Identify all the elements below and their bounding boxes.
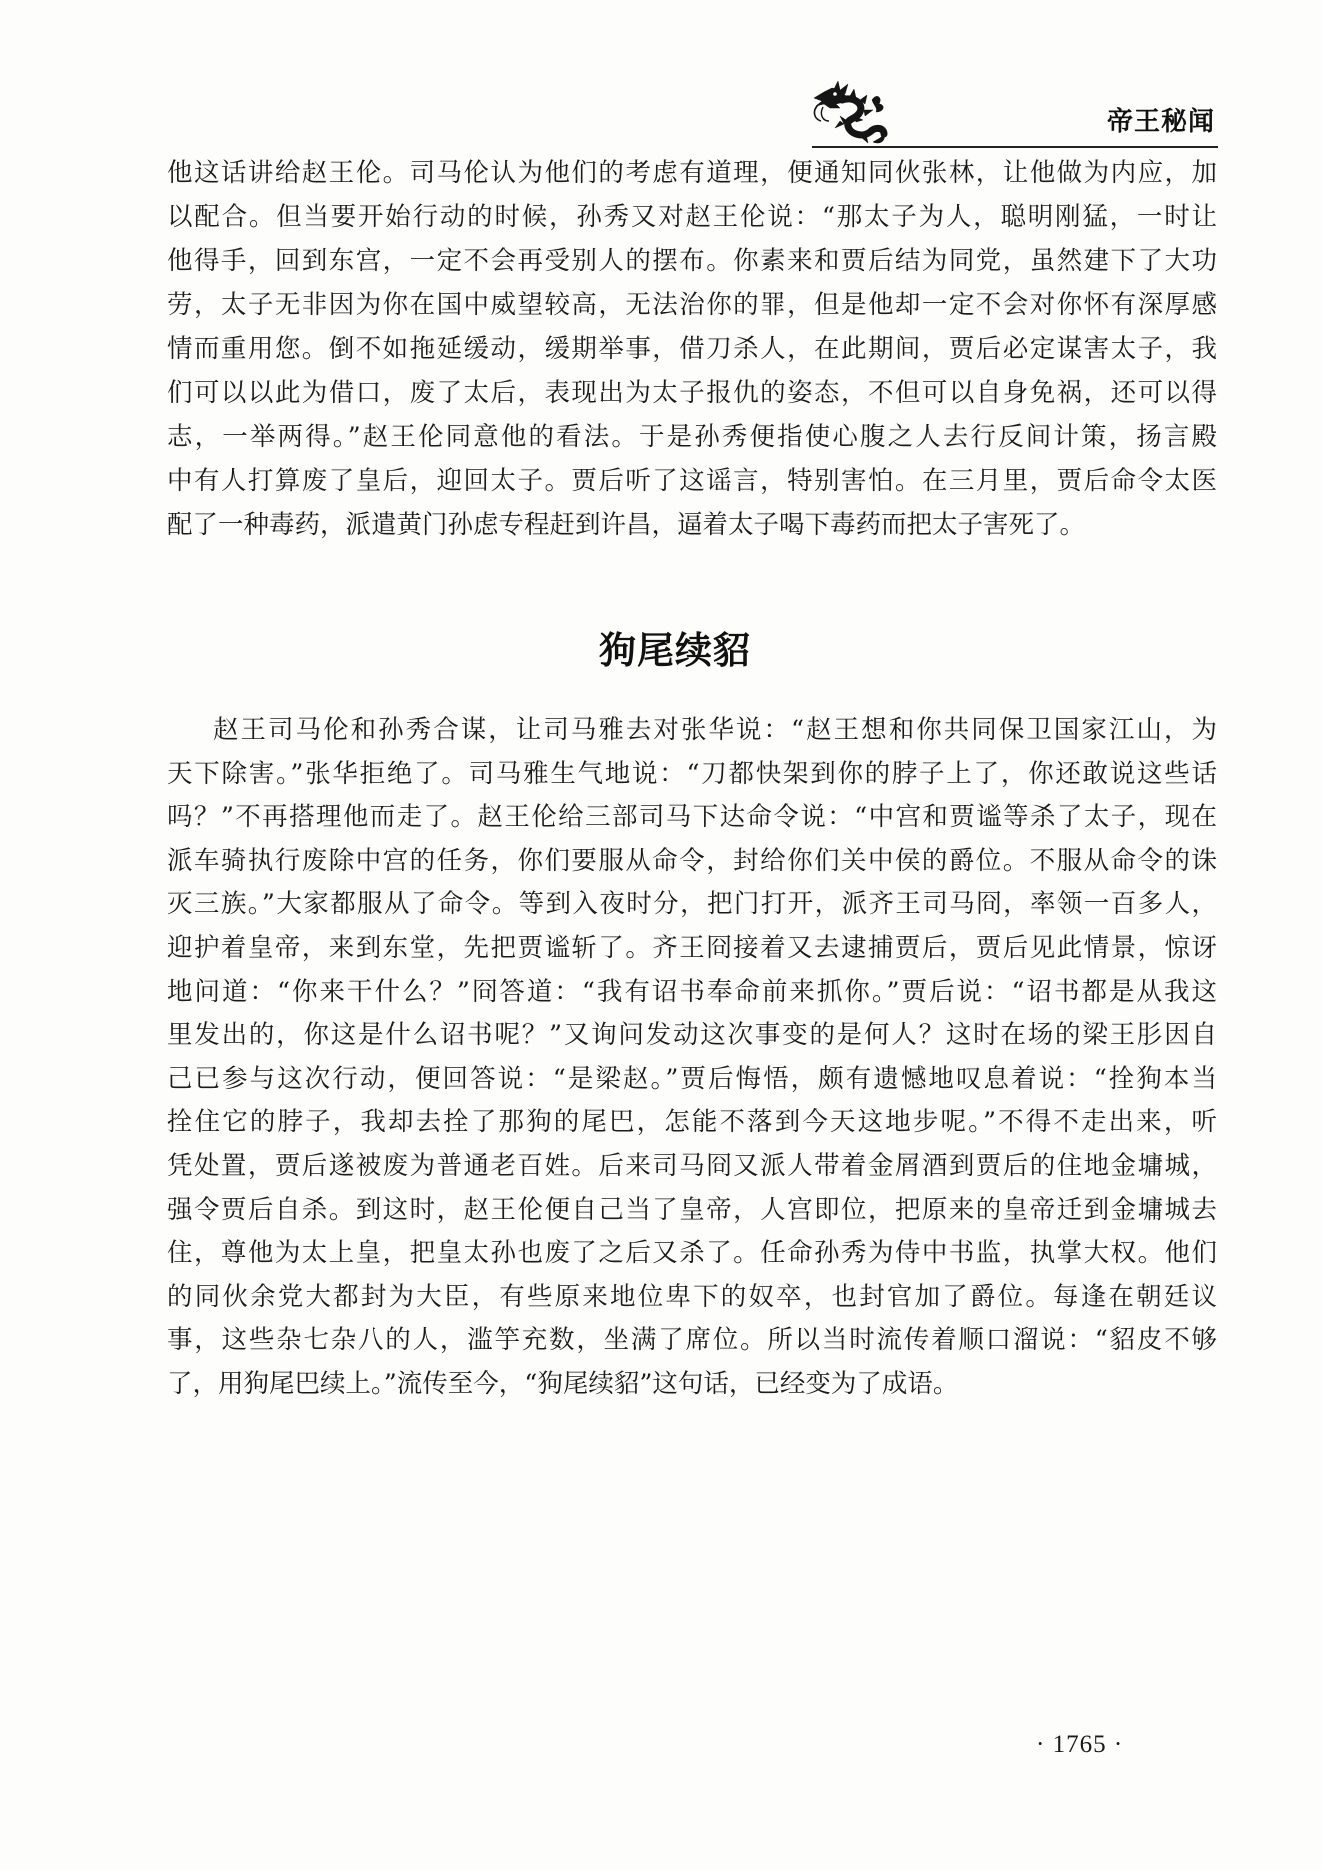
text-line: 拴住它的脖子，我却去拴了那狗的尾巴，怎能不落到今天这地步呢。”不得不走出来，听 xyxy=(167,1107,1217,1138)
running-title: 帝王秘闻 xyxy=(1106,107,1215,137)
text-line: 赵王司马伦和孙秀合谋，让司马雅去对张华说：“赵王想和你共同保卫国家江山，为 xyxy=(213,715,1217,745)
text-line: 事，这些杂七杂八的人，滥竽充数，坐满了席位。所以当时流传着顺口溜说：“貂皮不够 xyxy=(167,1325,1217,1356)
text-line: 志，一举两得。”赵王伦同意他的看法。于是孙秀便指使心腹之人去行反间计策，扬言殿 xyxy=(167,422,1217,452)
text-line: 地问道：“你来干什么？”冏答道：“我有诏书奉命前来抓你。”贾后说：“诏书都是从我这 xyxy=(167,976,1217,1007)
text-line: 劳，太子无非因为你在国中威望较高，无法治你的罪，但是他却一定不会对你怀有深厚感 xyxy=(167,290,1217,320)
text-line: 派车骑执行废除中宫的任务，你们要服从命令，封给你们关中侯的爵位。不服从命令的诛 xyxy=(167,845,1217,876)
text-line: 他这话讲给赵王伦。司马伦认为他们的考虑有道理，便通知同伙张林，让他做为内应，加 xyxy=(167,158,1217,188)
text-line: 以配合。但当要开始行动的时候，孙秀又对赵王伦说：“那太子为人，聪明刚猛，一时让 xyxy=(167,202,1217,232)
text-line: 们可以以此为借口，废了太后，表现出为太子报仇的姿态，不但可以自身免祸，还可以得 xyxy=(167,378,1217,408)
text-line: 住，尊他为太上皇，把皇太孙也废了之后又杀了。任命孙秀为侍中书监，执掌大权。他们 xyxy=(167,1238,1217,1269)
section-paragraph xyxy=(167,709,1217,1407)
text-line: 天下除害。”张华拒绝了。司马雅生气地说：“刀都快架到你的脖子上了，你还敢说这些话 xyxy=(167,758,1217,789)
text-line: 灭三族。”大家都服从了命令。等到入夜时分，把门打开，派齐王司马冏，率领一百多人， xyxy=(167,889,1217,920)
text-line: 迎护着皇帝，来到东堂，先把贾谧斩了。齐王冏接着又去逮捕贾后，贾后见此情景，惊讶 xyxy=(167,932,1217,963)
dragon-icon xyxy=(810,80,890,146)
text-line: 己已参与这次行动，便回答说：“是梁赵。”贾后悔悟，颇有遗憾地叹息着说：“拴狗本当 xyxy=(167,1063,1217,1094)
continued-paragraph xyxy=(167,151,1217,547)
header-rule xyxy=(812,146,1218,148)
text-line: 强令贾后自杀。到这时，赵王伦便自己当了皇帝，人宫即位，把原来的皇帝迁到金墉城去 xyxy=(167,1194,1217,1225)
text-line: 配了一种毒药，派遣黄门孙虑专程赶到许昌，逼着太子喝下毒药而把太子害死了。 xyxy=(167,510,1086,540)
text-line: 了，用狗尾巴续上。”流传至今，“狗尾续貂”这句话，已经变为了成语。 xyxy=(167,1368,959,1399)
text-line: 中有人打算废了皇后，迎回太子。贾后听了这谣言，特别害怕。在三月里，贾后命令太医 xyxy=(167,466,1217,496)
text-line: 凭处置，贾后遂被废为普通老百姓。后来司马冏又派人带着金屑酒到贾后的住地金墉城， xyxy=(167,1150,1217,1181)
text-line: 吗？”不再搭理他而走了。赵王伦给三部司马下达命令说：“中宫和贾谧等杀了太子，现在 xyxy=(167,802,1217,833)
text-line: 他得手，回到东宫，一定不会再受别人的摆布。你素来和贾后结为同党，虽然建下了大功 xyxy=(167,246,1217,276)
text-line: 里发出的，你这是什么诏书呢？”又询问发动这次事变的是何人？这时在场的梁王肜因自 xyxy=(167,1020,1217,1051)
section-title: 狗尾续貂 xyxy=(599,629,751,672)
text-line: 的同伙余党大都封为大臣，有些原来地位卑下的奴卒，也封官加了爵位。每逢在朝廷议 xyxy=(167,1281,1217,1312)
text-line: 情而重用您。倒不如拖延缓动，缓期举事，借刀杀人，在此期间，贾后必定谋害太子，我 xyxy=(167,334,1217,364)
page-number: · 1765 · xyxy=(1036,1731,1124,1758)
